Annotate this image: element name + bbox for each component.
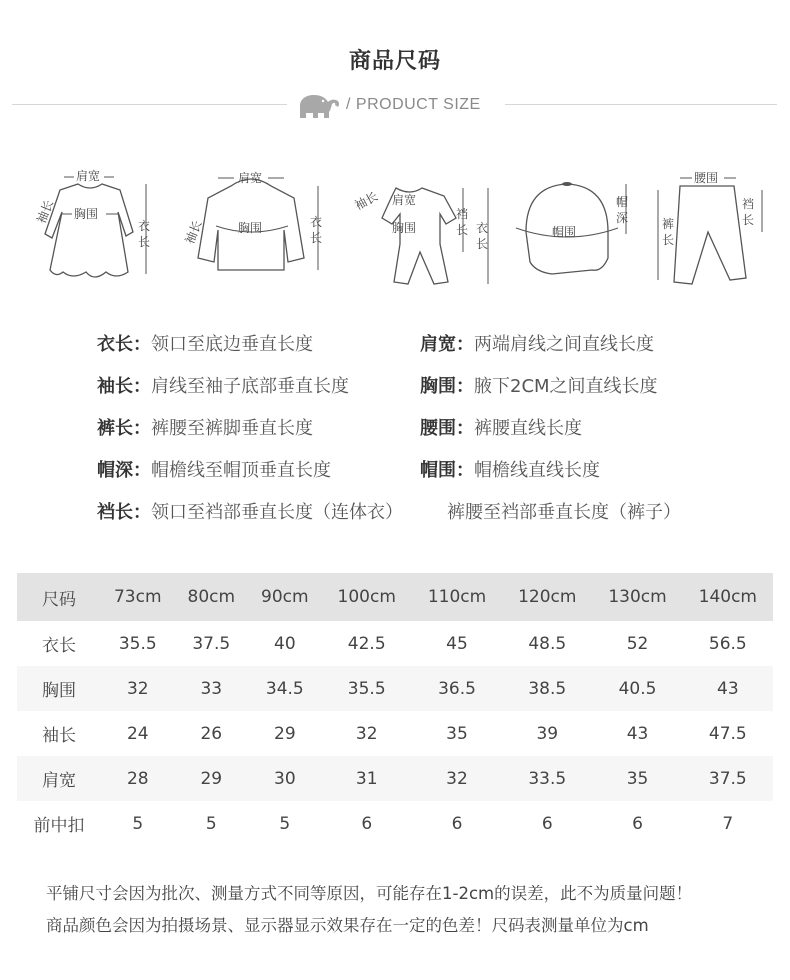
pants-waist-label: 腰围 <box>694 171 719 185</box>
definition-row <box>97 498 681 526</box>
definition-value: 腋下2CM之间直线长度 <box>474 376 658 397</box>
table-cell: 肩宽 <box>42 771 76 791</box>
pants-diagram <box>652 162 772 297</box>
dress-sleeve-label: 袖长 <box>34 198 57 226</box>
definition-key: 袖长： <box>97 376 151 397</box>
romper-chest-label: 胸围 <box>392 221 417 235</box>
note-line: 平铺尺寸会因为批次、测量方式不同等原因，可能存在1-2cm的误差，此不为质量问题！ <box>46 884 693 903</box>
hoodie-shoulder-label: 肩宽 <box>238 171 263 185</box>
romper-sleeve-label: 袖长 <box>352 189 381 213</box>
page-subtitle: / PRODUCT SIZE <box>346 96 481 113</box>
table-cell: 32 <box>446 768 468 789</box>
table-cell: 40 <box>274 633 296 654</box>
divider-left <box>12 104 287 105</box>
table-row <box>17 756 773 801</box>
dress-chest-label: 胸围 <box>74 207 99 221</box>
pants-crotch-label-1: 裆 <box>742 197 755 211</box>
definition-value: 领口至底边垂直长度 <box>151 334 313 355</box>
definition-value: 裤腰至裤脚垂直长度 <box>151 418 313 439</box>
notes <box>46 878 692 942</box>
hoodie-diagram <box>176 162 326 297</box>
table-cell: 6 <box>632 813 643 834</box>
table-cell: 衣长 <box>42 636 76 656</box>
garment-illustrations <box>0 162 790 297</box>
table-header-cell: 尺码 <box>42 589 76 610</box>
romper-diagram <box>348 162 498 297</box>
table-cell: 33 <box>200 678 223 699</box>
table-header-cell: 140cm <box>698 587 757 607</box>
table-header-cell: 73cm <box>113 587 162 607</box>
table-cell: 28 <box>126 768 149 789</box>
table-header-cell: 80cm <box>187 587 236 607</box>
hoodie-length-label-1: 衣 <box>310 215 323 229</box>
table-cell: 31 <box>355 768 378 789</box>
hoodie-chest-label: 胸围 <box>238 221 263 235</box>
note-line: 商品颜色会因为拍摄场景、显示器显示效果存在一定的色差！尺码表测量单位为cm <box>46 916 649 935</box>
table-cell: 39 <box>536 723 559 744</box>
definition-value: 裤腰直线长度 <box>474 418 582 439</box>
table-cell: 36.5 <box>438 678 476 699</box>
table-cell: 胸围 <box>42 681 76 701</box>
definition-key: 胸围： <box>420 376 474 397</box>
romper-crotch-label-2: 长 <box>456 223 469 237</box>
table-cell: 35 <box>446 723 468 744</box>
definition-key: 帽深： <box>97 460 151 481</box>
table-cell: 34.5 <box>265 678 304 699</box>
table-cell: 7 <box>722 813 734 834</box>
cap-diagram <box>512 162 642 297</box>
table-cell: 29 <box>274 723 296 744</box>
pants-length-label-2: 长 <box>662 233 675 247</box>
table-cell: 37.5 <box>708 768 747 789</box>
definition-key: 帽围： <box>420 460 474 481</box>
romper-length-label-1: 衣 <box>476 221 489 235</box>
romper-crotch-label-1: 裆 <box>456 207 469 221</box>
table-cell: 6 <box>541 813 553 834</box>
table-cell: 43 <box>717 678 739 699</box>
table-cell: 43 <box>626 723 649 744</box>
table-header-cell: 110cm <box>427 587 487 607</box>
definition-value: 帽檐线至帽顶垂直长度 <box>151 460 331 481</box>
definition-key: 腰围： <box>420 418 474 439</box>
table-cell: 37.5 <box>192 633 231 654</box>
table-row <box>17 666 773 711</box>
table-cell: 42.5 <box>347 633 386 654</box>
dress-length-label-2: 长 <box>138 235 151 249</box>
dress-length-label-1: 衣 <box>138 219 151 233</box>
table-cell: 47.5 <box>708 723 747 744</box>
table-cell: 26 <box>200 723 223 744</box>
cap-depth-label-2: 深 <box>616 211 629 225</box>
definition-row <box>97 330 654 358</box>
table-cell: 32 <box>355 723 378 744</box>
table-row <box>17 801 773 846</box>
table-cell: 35.5 <box>118 633 157 654</box>
table-cell: 前中扣 <box>33 816 85 836</box>
table-header-cell: 90cm <box>261 587 309 607</box>
size-table-header <box>17 573 773 621</box>
pants-crotch-label-2: 长 <box>742 213 755 227</box>
table-cell: 38.5 <box>528 678 567 699</box>
table-cell: 35.5 <box>347 678 386 699</box>
page-title: 商品尺码 <box>348 49 441 74</box>
table-cell: 6 <box>361 813 373 834</box>
table-cell: 40.5 <box>618 678 657 699</box>
table-cell: 45 <box>446 633 468 654</box>
table-cell: 32 <box>126 678 149 699</box>
romper-length-label-2: 长 <box>476 237 489 251</box>
subtitle-row <box>0 90 790 120</box>
table-row <box>17 621 773 666</box>
hoodie-sleeve-label: 袖长 <box>182 218 205 247</box>
table-cell: 5 <box>205 813 217 834</box>
cap-circumference-label: 帽围 <box>552 225 577 239</box>
definition-key: 裆长： <box>97 502 151 523</box>
table-cell: 52 <box>626 633 649 654</box>
table-cell: 袖长 <box>42 726 76 746</box>
romper-shoulder-label: 肩宽 <box>392 193 417 207</box>
table-cell: 5 <box>279 813 291 834</box>
definition-key: 裤长： <box>97 418 151 439</box>
definition-row <box>97 372 658 400</box>
definition-key: 肩宽： <box>420 334 474 355</box>
table-cell: 35 <box>626 768 649 789</box>
table-row <box>17 711 773 756</box>
table-header-cell: 100cm <box>337 587 396 607</box>
table-cell: 33.5 <box>528 768 567 789</box>
table-cell: 48.5 <box>528 633 567 654</box>
definition-value: 领口至裆部垂直长度（连体衣） <box>151 502 403 523</box>
dress-shoulder-label: 肩宽 <box>76 169 101 183</box>
definition-value: 裤腰至裆部垂直长度（裤子） <box>447 502 681 523</box>
hoodie-length-label-2: 长 <box>310 231 323 245</box>
table-cell: 30 <box>274 768 296 789</box>
definition-row <box>97 414 582 442</box>
pants-length-label-1: 裤 <box>662 217 675 231</box>
divider-right <box>505 104 777 105</box>
definition-value: 帽檐线直线长度 <box>474 460 600 481</box>
definition-row <box>97 456 600 484</box>
cap-depth-label-1: 帽 <box>616 195 629 209</box>
table-header-cell: 130cm <box>608 587 667 607</box>
table-cell: 56.5 <box>708 633 747 654</box>
definition-value: 两端肩线之间直线长度 <box>474 334 654 355</box>
table-cell: 5 <box>132 813 144 834</box>
definition-key: 衣长： <box>97 334 151 355</box>
dress-diagram <box>28 162 158 297</box>
table-cell: 24 <box>126 723 149 744</box>
size-table <box>17 573 773 846</box>
table-cell: 6 <box>451 813 463 834</box>
table-cell: 29 <box>200 768 223 789</box>
elephant-icon <box>296 92 342 120</box>
table-header-cell: 120cm <box>518 587 577 607</box>
definition-value: 肩线至袖子底部垂直长度 <box>151 376 349 397</box>
